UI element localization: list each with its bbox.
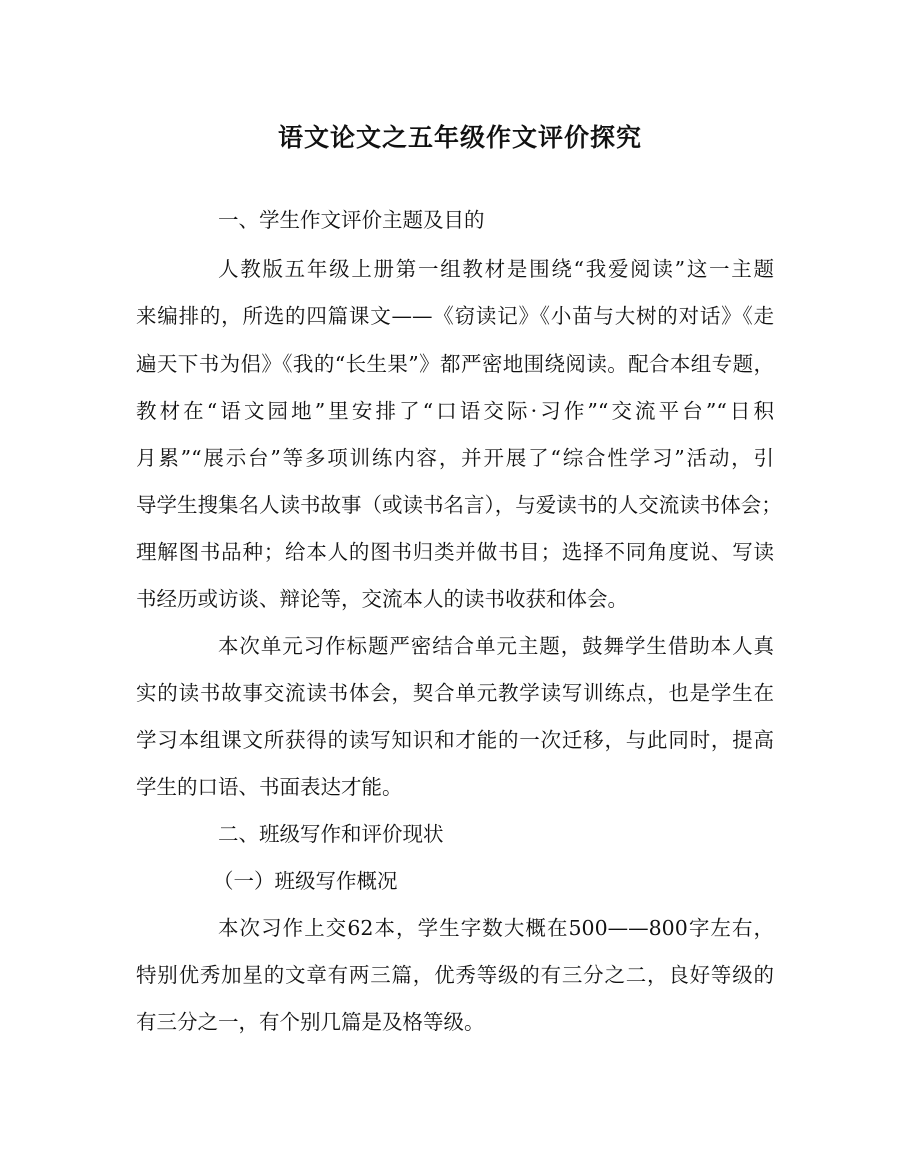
paragraph-line: 本次单元习作标题严密结合单元主题，鼓舞学生借助本人真: [218, 634, 774, 658]
paragraph-line: 有三分之一，有个别几篇是及格等级。: [136, 1010, 485, 1034]
paragraph-line: 本次习作上交62本，学生字数大概在500——800字左右，: [218, 916, 774, 940]
paragraph-line: 实的读书故事交流读书体会，契合单元教学读写训练点，也是学生在: [136, 681, 774, 705]
paragraph-line: 来编排的，所选的四篇课文——《窃读记》《小苗与大树的对话》《走: [136, 304, 774, 328]
document-title: 语文论文之五年级作文评价探究: [277, 123, 642, 152]
paragraph-line: 遍天下书为侣》《我的“长生果”》都严密地围绕阅读。配合本组专题，: [136, 352, 774, 376]
section-heading-1: 一、学生作文评价主题及目的: [218, 208, 485, 232]
paragraph-line: 月累”“展示台”等多项训练内容，并开展了“综合性学习”活动，引: [136, 446, 774, 470]
paragraph-line: 学习本组课文所获得的读写知识和才能的一次迁移，与此同时，提高: [136, 728, 774, 752]
paragraph-line: 教材在“语文园地”里安排了“口语交际·习作”“交流平台”“日积: [136, 399, 774, 423]
paragraph-line: 导学生搜集名人读书故事（或读书名言），与爱读书的人交流读书体会；: [136, 493, 782, 517]
paragraph-line: 特别优秀加星的文章有两三篇，优秀等级的有三分之二，良好等级的: [136, 963, 774, 987]
section-heading-2: 二、班级写作和评价现状: [218, 822, 444, 846]
subsection-heading: （一）班级写作概况: [213, 869, 398, 893]
paragraph-line: 书经历或访谈、辩论等，交流本人的读书收获和体会。: [136, 587, 628, 611]
paragraph-line: 学生的口语、书面表达才能。: [136, 775, 403, 799]
paragraph-line: 理解图书品种；给本人的图书归类并做书目；选择不同角度说、写读: [136, 540, 774, 564]
paragraph-line: 人教版五年级上册第一组教材是围绕“我爱阅读”这一主题: [218, 257, 774, 281]
